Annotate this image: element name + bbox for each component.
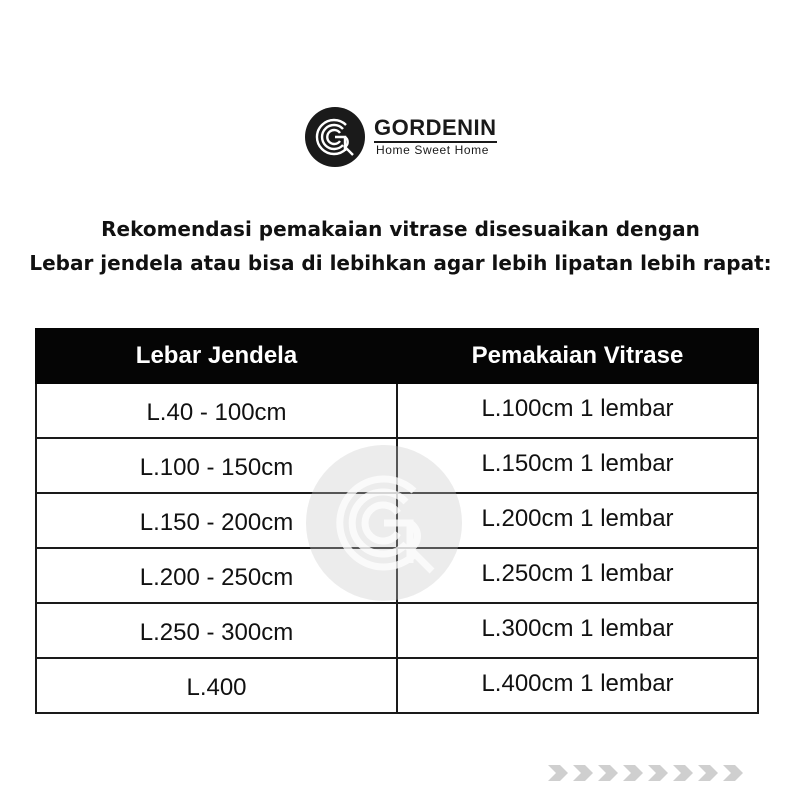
table-cell-lebar: L.150 - 200cm: [36, 493, 397, 548]
chevron-right-icon: [548, 765, 568, 781]
chevron-right-icon: [598, 765, 618, 781]
table-row: [36, 383, 758, 438]
table-cell-lebar: L.250 - 300cm: [36, 603, 397, 658]
header-lebar-jendela: Lebar Jendela: [36, 329, 397, 383]
heading-line-1: Rekomendasi pemakaian vitrase disesuaikan dengan: [101, 217, 700, 241]
chevron-right-icon: [673, 765, 693, 781]
table-cell-pemakaian: L.100cm 1 lembar: [397, 383, 758, 438]
chevron-right-icon: [648, 765, 668, 781]
table-cell-pemakaian: L.300cm 1 lembar: [397, 603, 758, 658]
gr-logo-watermark-icon: [306, 445, 462, 601]
chevron-right-icon: [573, 765, 593, 781]
table-row: [36, 603, 758, 658]
table-cell-lebar: L.400: [36, 658, 397, 713]
table-header-row: [36, 329, 758, 383]
table-cell-lebar: L.40 - 100cm: [36, 383, 397, 438]
chevron-right-icon: [698, 765, 718, 781]
heading-line-2: Lebar jendela atau bisa di lebihkan agar lebih lipatan lebih rapat:: [29, 251, 772, 275]
table-row: [36, 658, 758, 713]
brand-tagline: Home Sweet Home: [376, 143, 490, 157]
table-cell-pemakaian: L.250cm 1 lembar: [397, 548, 758, 603]
header-pemakaian-vitrase: Pemakaian Vitrase: [397, 329, 758, 383]
table-cell-lebar: L.200 - 250cm: [36, 548, 397, 603]
table-cell-pemakaian: L.150cm 1 lembar: [397, 438, 758, 493]
table-cell-pemakaian: L.200cm 1 lembar: [397, 493, 758, 548]
chevron-right-icon: [623, 765, 643, 781]
recommendation-heading: [0, 212, 801, 280]
chevron-right-icon: [723, 765, 743, 781]
gr-logo-icon: [305, 107, 365, 167]
brand-name: GORDENIN: [374, 116, 497, 143]
table-cell-pemakaian: L.400cm 1 lembar: [397, 658, 758, 713]
chevron-right-arrows-icon: [548, 763, 758, 783]
brand-logo: [305, 107, 505, 167]
table-cell-lebar: L.100 - 150cm: [36, 438, 397, 493]
